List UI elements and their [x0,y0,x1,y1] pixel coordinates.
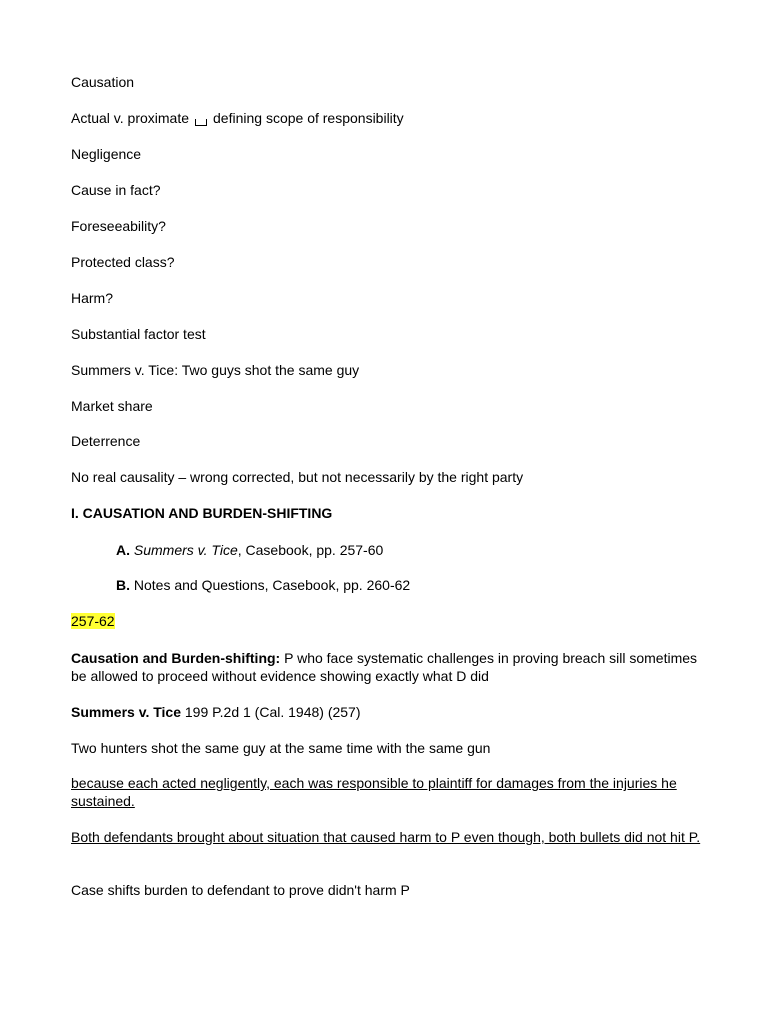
note-foreseeability: Foreseeability? [71,218,166,234]
note-actual-v-proximate-a: Actual v. proximate [71,110,190,126]
outline-item-a [116,541,383,559]
burden-shifting-paragraph [71,649,701,685]
case-holding-1: because each acted negligently, each was responsible to plaintiff for damages from the injuries he sustained. [71,775,677,809]
highlighted-page-range [71,612,115,630]
note-actual-v-proximate [71,109,404,127]
note-protected-class: Protected class? [71,254,175,270]
note-no-real-causality: No real causality – wrong corrected, but not necessarily by the right party [71,469,524,485]
note-actual-v-proximate-b: defining scope of responsibility [213,110,404,126]
case-burden-shift: Case shifts burden to defendant to prove didn't harm P [71,882,410,898]
outline-item-a-label: A. [116,542,130,558]
outline-item-b-rest: Notes and Questions, Casebook, pp. 260-62 [130,577,411,593]
note-harm: Harm? [71,290,114,306]
outline-item-a-rest: , Casebook, pp. 257-60 [237,542,384,558]
note-cause-in-fact: Cause in fact? [71,182,161,198]
note-market-share: Market share [71,398,153,414]
bracket-arrow-icon [195,119,207,126]
note-deterrence: Deterrence [71,433,141,449]
outline-item-a-case: Summers v. Tice [133,542,238,558]
outline-heading: I. CAUSATION AND BURDEN-SHIFTING [71,505,333,521]
outline-item-b [116,576,410,594]
case-facts: Two hunters shot the same guy at the same time with the same gun [71,740,491,756]
note-substantial-factor: Substantial factor test [71,326,206,342]
case-holding-2: Both defendants brought about situation that caused harm to P even though, both bullets did not hit P. [71,829,701,845]
burden-shifting-label: Causation and Burden-shifting: [71,650,281,666]
case-cite: 199 P.2d 1 (Cal. 1948) (257) [180,704,361,720]
note-summers: Summers v. Tice: Two guys shot the same guy [71,362,360,378]
case-citation [71,703,361,721]
highlight-mark: 257-62 [71,613,115,629]
outline-item-b-label: B. [116,577,130,593]
burden-shifting-text: P who face systematic challenges in proving breach sill sometimes be allowed to proceed without evidence showing exactly what D did [71,650,698,684]
note-causation: Causation [71,74,135,90]
note-negligence: Negligence [71,146,142,162]
case-name: Summers v. Tice [71,704,181,720]
